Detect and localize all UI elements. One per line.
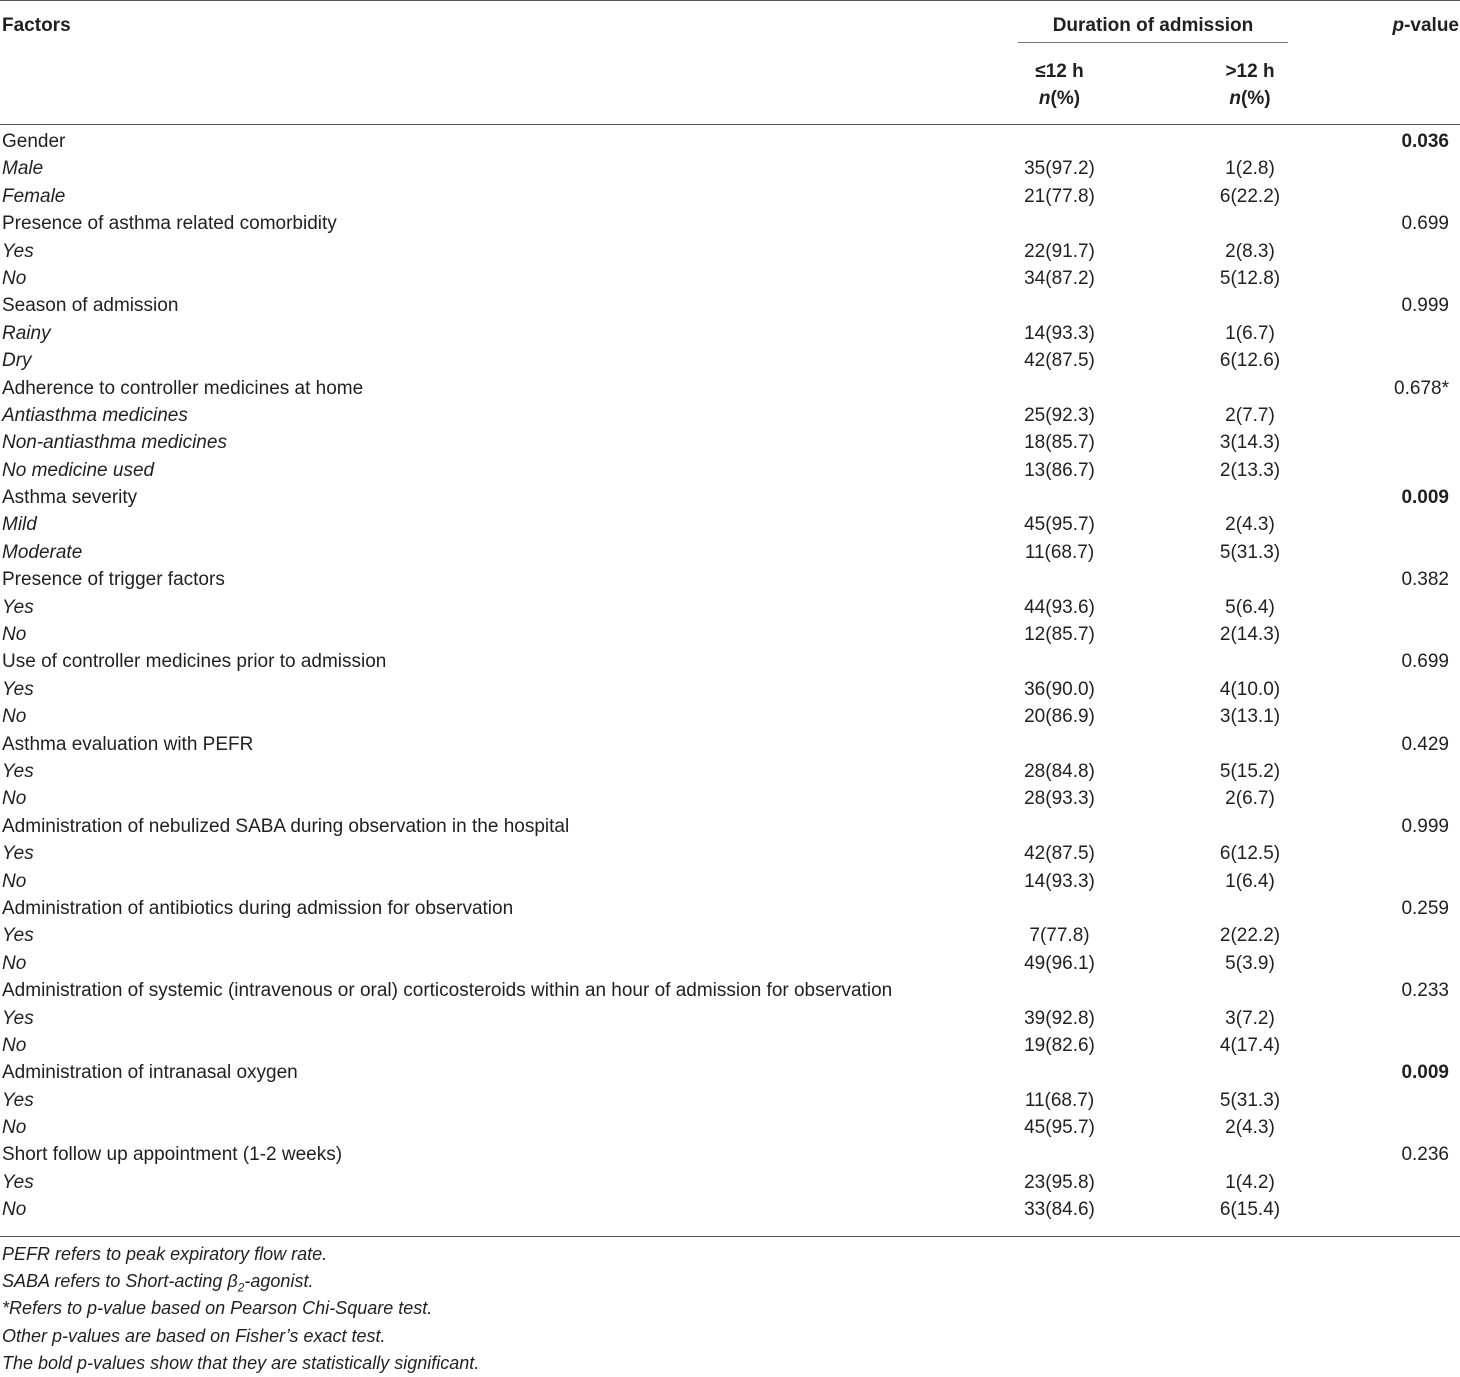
row-label: No [2,870,27,892]
table-subrow [0,1114,1460,1141]
table-row [0,895,1460,922]
cell-gt12: 1(4.2) [1225,1171,1275,1193]
row-label: Gender [2,131,66,152]
cell-gt12: 4(17.4) [1219,1034,1281,1056]
table-subrow [0,238,1460,265]
footnote-chi-square: *Refers to p-value based on Pearson Chi-Square test. [2,1298,433,1319]
row-label: No [2,1117,27,1139]
cell-p-value: 0.233 [1401,980,1449,1002]
cell-le12: 14(93.3) [1024,322,1095,344]
table-row [0,731,1460,758]
cell-le12: 28(84.8) [1024,760,1095,782]
cell-gt12: 2(22.2) [1219,925,1281,947]
row-label: Yes [2,1089,34,1111]
table-subrow [0,320,1460,347]
table-subrow [0,1032,1460,1059]
row-label: Yes [2,843,34,865]
cell-p-value: 0.009 [1401,1062,1449,1084]
cell-le12: 25(92.3) [1024,404,1095,426]
cell-le12: 45(95.7) [1024,514,1095,536]
table-subrow [0,758,1460,785]
cell-le12: 28(93.3) [1024,788,1095,810]
cell-p-value: 0.699 [1401,213,1449,235]
cell-p-value: 0.999 [1401,295,1449,317]
table-row [0,1141,1460,1168]
cell-p-value: 0.999 [1401,815,1449,837]
table-subrow [0,1005,1460,1032]
row-label: Asthma severity [2,487,138,509]
cell-p-value: 0.236 [1401,1144,1449,1166]
cell-gt12: 2(13.3) [1219,459,1281,481]
cell-p-value: 0.382 [1401,569,1449,591]
row-label: No [2,624,27,646]
cell-gt12: 5(12.8) [1219,267,1281,289]
row-label: Yes [2,760,34,782]
bottom-rule [0,1236,1460,1237]
row-label: No [2,706,27,728]
cell-gt12: 6(12.5) [1219,843,1281,865]
row-label: No [2,267,27,289]
cell-le12: 49(96.1) [1024,952,1095,974]
row-label: Male [2,158,44,180]
col-le12-unit: n(%) [1038,88,1081,109]
cell-le12: 23(95.8) [1024,1171,1095,1193]
cell-le12: 42(87.5) [1024,350,1095,372]
row-label: Administration of systemic (intravenous or oral) corticosteroids within an hour of admission for observation [2,980,893,1002]
row-label: No [2,1199,27,1221]
cell-gt12: 3(7.2) [1225,1007,1275,1029]
table-row [0,977,1460,1004]
cell-le12: 36(90.0) [1024,678,1095,700]
col-gt12-label: >12 h [1225,61,1275,82]
table-row [0,1059,1460,1086]
footnote-bold: The bold p-values show that they are statistically significant. [2,1352,480,1373]
factors-header: Factors [2,15,71,36]
cell-p-value: 0.009 [1401,487,1449,509]
cell-le12: 44(93.6) [1024,596,1095,618]
row-label: Moderate [2,541,83,563]
table-subrow [0,703,1460,730]
cell-p-value: 0.699 [1401,651,1449,673]
row-label: Administration of antibiotics during admission for observation [2,897,514,919]
row-label: Yes [2,1007,34,1029]
table-subrow [0,676,1460,703]
header-rule [0,124,1460,125]
row-label: Season of admission [2,295,179,317]
cell-p-value: 0.259 [1401,897,1449,919]
cell-gt12: 3(14.3) [1219,432,1281,454]
table-subrow [0,155,1460,182]
cell-gt12: 5(15.2) [1219,760,1281,782]
cell-le12: 22(91.7) [1024,240,1095,262]
row-label: Use of controller medicines prior to admission [2,651,387,673]
footnote-pefr: PEFR refers to peak expiratory flow rate. [2,1244,328,1264]
cell-gt12: 6(22.2) [1219,185,1281,207]
cell-gt12: 2(7.7) [1225,404,1275,426]
cell-gt12: 2(4.3) [1225,514,1275,536]
cell-le12: 18(85.7) [1024,432,1095,454]
row-label: Dry [2,350,32,372]
table-subrow [0,429,1460,456]
row-label: No [2,1034,27,1056]
row-label: Yes [2,596,34,618]
row-label: Short follow up appointment (1-2 weeks) [2,1144,343,1166]
row-label: Administration of intranasal oxygen [2,1062,298,1084]
table-subrow [0,785,1460,812]
cell-le12: 11(68.7) [1024,1089,1095,1111]
cell-gt12: 4(10.0) [1219,678,1281,700]
table-row [0,484,1460,511]
table-subrow [0,511,1460,538]
cell-le12: 39(92.8) [1024,1007,1095,1029]
row-label: Antiasthma medicines [2,404,188,426]
duration-header: Duration of admission [1052,15,1254,36]
cell-le12: 20(86.9) [1024,706,1095,728]
cell-gt12: 3(13.1) [1219,706,1281,728]
cell-gt12: 2(8.3) [1225,240,1275,262]
table-subrow [0,868,1460,895]
cell-le12: 21(77.8) [1024,185,1095,207]
table-subrow [0,950,1460,977]
footnote-saba: SABA refers to Short-acting $\beta_2$-agonist. [2,1271,314,1295]
cell-gt12: 2(4.3) [1225,1117,1275,1139]
col-le12-header [1012,58,1107,112]
cell-le12: 34(87.2) [1024,267,1095,289]
cell-le12: 11(68.7) [1024,541,1095,563]
row-label: Asthma evaluation with PEFR [2,733,254,755]
cell-p-value: 0.429 [1401,733,1449,755]
row-label: No [2,788,27,810]
row-label: Yes [2,240,34,262]
cell-le12: 45(95.7) [1024,1117,1095,1139]
cell-le12: 33(84.6) [1024,1199,1095,1221]
row-label: No [2,952,27,974]
table-subrow [0,840,1460,867]
table-row [0,128,1460,155]
table-row [0,648,1460,675]
table-subrow [0,265,1460,292]
row-label: Presence of asthma related comorbidity [2,213,337,235]
cell-le12: 19(82.6) [1024,1034,1095,1056]
row-label: Yes [2,1171,34,1193]
col-gt12-unit: n(%) [1229,88,1271,109]
row-label: Yes [2,925,34,947]
col-gt12-header [1200,58,1300,112]
cell-le12: 42(87.5) [1024,843,1095,865]
table-row [0,210,1460,237]
cell-gt12: 5(31.3) [1219,541,1281,563]
p-value-header: p-value [1392,15,1459,36]
row-label: Rainy [2,322,51,344]
table-footnotes [2,1241,479,1377]
row-label: Female [2,185,66,207]
table-row [0,566,1460,593]
cell-gt12: 5(3.9) [1225,952,1275,974]
table-subrow [0,183,1460,210]
cell-p-value: 0.036 [1401,131,1449,152]
cell-p-value: 0.678* [1394,377,1449,399]
cell-le12: 13(86.7) [1024,459,1095,481]
table-subrow [0,1196,1460,1223]
row-label: Adherence to controller medicines at home [2,377,364,399]
table-subrow [0,347,1460,374]
cell-gt12: 5(31.3) [1219,1089,1281,1111]
row-label: Presence of trigger factors [2,569,225,591]
table-row [0,375,1460,402]
row-label: Administration of nebulized SABA during observation in the hospital [2,815,570,837]
cell-gt12: 6(15.4) [1219,1199,1281,1221]
table-subrow [0,594,1460,621]
cell-le12: 35(97.2) [1024,158,1095,180]
cell-gt12: 6(12.6) [1219,350,1281,372]
cell-le12: 7(77.8) [1029,925,1090,947]
table-row [0,292,1460,319]
cell-gt12: 2(6.7) [1225,788,1275,810]
table-subrow [0,539,1460,566]
top-rule [0,0,1460,1]
cell-gt12: 5(6.4) [1225,596,1275,618]
table-subrow [0,402,1460,429]
table-subrow [0,922,1460,949]
col-le12-label: ≤12 h [1035,61,1084,82]
table-subrow [0,621,1460,648]
cell-le12: 12(85.7) [1024,624,1095,646]
table-row [0,813,1460,840]
cell-le12: 14(93.3) [1024,870,1095,892]
cell-gt12: 1(6.4) [1225,870,1275,892]
row-label: Yes [2,678,34,700]
cell-gt12: 1(6.7) [1225,322,1275,344]
row-label: No medicine used [2,459,155,481]
cell-gt12: 2(14.3) [1219,624,1281,646]
table-subrow [0,1087,1460,1114]
table-subrow [0,1169,1460,1196]
cell-gt12: 1(2.8) [1225,158,1275,180]
table-body [0,128,1460,1224]
table-subrow [0,457,1460,484]
duration-underline [1018,42,1288,43]
row-label: Mild [2,514,37,536]
row-label: Non-antiasthma medicines [2,432,227,454]
footnote-fisher: Other p-values are based on Fisher’s exact test. [2,1325,386,1346]
